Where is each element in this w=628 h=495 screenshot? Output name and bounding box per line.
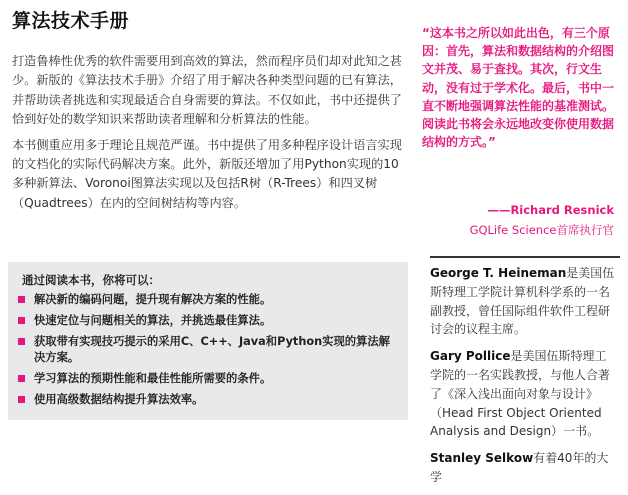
list-item-text: 使用高级数据结构提升算法效率。 <box>34 393 204 406</box>
list-item-text: 获取带有实现技巧提示的采用C、C++、Java和Python实现的算法解决方案。 <box>34 335 390 364</box>
bullet-square-icon <box>18 317 25 324</box>
learn-list <box>16 292 396 413</box>
quote-author: ——Richard Resnick <box>487 203 614 217</box>
quote-text: 这本书之所以如此出色，有三个原因：首先，算法和数据结构的介绍图文并茂、易于查找。其次，行文生动，没有过于学术化。最后，书中一直不断地强调算法性能的基准测试。阅读此书将会永远地改变你使用数据结构的方式。 <box>422 26 615 150</box>
learn-box-title: 通过阅读本书，你将可以： <box>22 273 160 287</box>
list-item <box>16 371 396 387</box>
list-item <box>16 292 396 308</box>
book-title: 算法技术手册 <box>12 10 130 32</box>
list-item-text: 快速定位与问题相关的算法，并挑选最佳算法。 <box>34 314 272 327</box>
learn-box <box>8 262 408 420</box>
author-bios <box>430 264 616 495</box>
intro-paragraph-1: 打造鲁棒性优秀的软件需要用到高效的算法，然而程序员们却对此知之甚少。新版的《算法技术手册》介绍了用于解决各种类型问题的已有算法，并帮助读者挑选和实现最适合自身需要的算法。不仅如此，书中还提供了恰到好处的数学知识来帮助读者理解和分析算法的性能。 <box>12 54 402 127</box>
author-bio-2 <box>430 347 616 441</box>
author-bio-1 <box>430 264 616 339</box>
author-bio-text: 是美国伍斯特理工学院计算机科学系的一名副教授，曾任国际组件软件工程研讨会的议程主席。 <box>430 266 615 337</box>
intro-paragraph-2: 本书侧重应用多于理论且规范严谨。书中提供了用多种程序设计语言实现的文档化的实际代码解决方案。此外，新版还增加了用Python实现的10多种新算法、Voronoi图算法实现以及包括R树（R-Trees）和四叉树（Quadtrees）在内的空间树结构等内容。 <box>12 137 402 210</box>
author-name: George T. Heineman <box>430 266 567 280</box>
section-divider <box>430 256 620 258</box>
bullet-square-icon <box>18 296 25 303</box>
author-bio-text: 有着40年的大学 <box>430 451 609 484</box>
author-name: Gary Pollice <box>430 349 511 364</box>
quote-open-mark: “ <box>422 26 430 40</box>
intro-text <box>12 52 404 219</box>
author-name: Stanley Selkow <box>430 451 534 466</box>
testimonial-quote <box>422 24 618 151</box>
list-item <box>16 392 396 408</box>
bullet-square-icon <box>18 375 25 382</box>
author-bio-text: 是美国伍斯特理工学院的一名实践教授，与他人合著了《深入浅出面向对象与设计》（Head First Object Oriented Analysis and Design）一书。 <box>430 349 611 439</box>
list-item-text: 解决新的编码问题，提升现有解决方案的性能。 <box>34 293 272 306</box>
list-item <box>16 313 396 329</box>
bullet-square-icon <box>18 396 25 403</box>
list-item <box>16 334 396 366</box>
list-item-text: 学习算法的预期性能和最佳性能所需要的条件。 <box>34 372 272 385</box>
quote-close-mark: ” <box>488 135 496 150</box>
author-bio-3 <box>430 449 616 487</box>
quote-author-role: GQLife Science首席执行官 <box>469 223 614 237</box>
bullet-square-icon <box>18 338 25 345</box>
